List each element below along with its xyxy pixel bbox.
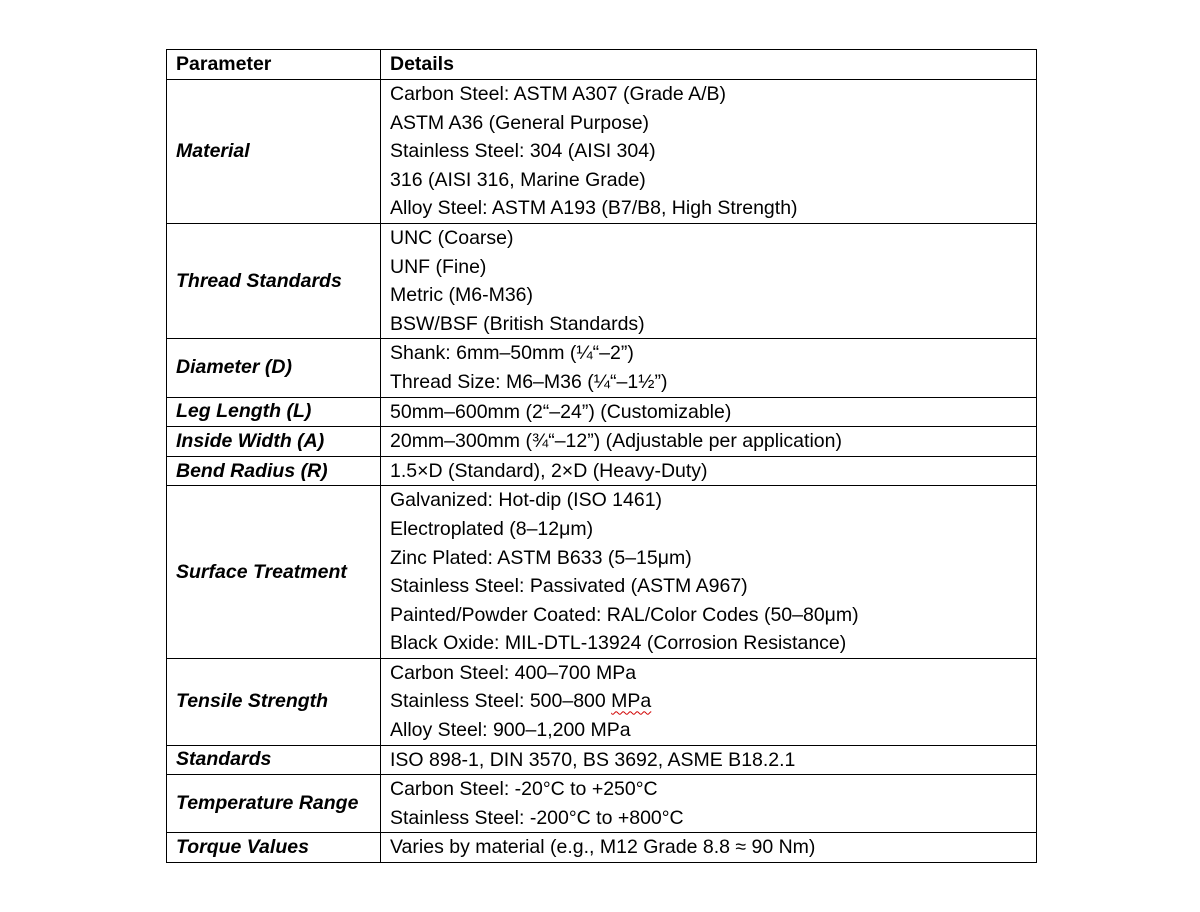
detail-line: 1.5×D (Standard), 2×D (Heavy-Duty) — [390, 459, 708, 482]
detail-line: Stainless Steel: Passivated (ASTM A967) — [390, 575, 748, 598]
table-row — [167, 833, 1037, 863]
row-parameter: Torque Values — [167, 833, 381, 863]
detail-line: Carbon Steel: 400–700 MPa — [390, 661, 637, 684]
row-parameter: Temperature Range — [167, 775, 381, 833]
spec-table — [166, 49, 1037, 863]
detail-line: 20mm–300mm (¾“–12”) (Adjustable per application) — [390, 430, 842, 453]
table-row — [167, 397, 1037, 427]
table-row — [167, 339, 1037, 397]
detail-line: UNF (Fine) — [390, 255, 487, 278]
row-parameter: Leg Length (L) — [167, 397, 381, 427]
detail-line: Metric (M6-M36) — [390, 284, 534, 307]
detail-line: Painted/Powder Coated: RAL/Color Codes (50–80μm) — [390, 603, 859, 626]
table-row — [167, 775, 1037, 833]
detail-line: Black Oxide: MIL-DTL-13924 (Corrosion Resistance) — [390, 632, 847, 655]
detail-line: 316 (AISI 316, Marine Grade) — [390, 168, 646, 191]
table-row — [167, 427, 1037, 457]
row-details — [381, 745, 1037, 775]
detail-line: Stainless Steel: 304 (AISI 304) — [390, 140, 656, 163]
detail-line: Galvanized: Hot-dip (ISO 1461) — [390, 489, 663, 512]
row-details — [381, 486, 1037, 659]
table-row — [167, 658, 1037, 745]
table-row — [167, 486, 1037, 659]
row-details — [381, 833, 1037, 863]
detail-line: Zinc Plated: ASTM B633 (5–15μm) — [390, 546, 692, 569]
detail-line: Shank: 6mm–50mm (¼“–2”) — [390, 342, 634, 365]
detail-line: ISO 898-1, DIN 3570, BS 3692, ASME B18.2.1 — [390, 748, 796, 771]
row-details — [381, 427, 1037, 457]
row-parameter: Inside Width (A) — [167, 427, 381, 457]
table-row — [167, 745, 1037, 775]
table-row — [167, 223, 1037, 338]
row-parameter: Tensile Strength — [167, 658, 381, 745]
spec-table-body — [167, 80, 1037, 863]
row-details — [381, 775, 1037, 833]
row-details — [381, 223, 1037, 338]
spellcheck-word: MPa — [611, 690, 652, 713]
row-details — [381, 456, 1037, 486]
detail-line: Alloy Steel: 900–1,200 MPa — [390, 719, 631, 742]
detail-line: ASTM A36 (General Purpose) — [390, 111, 650, 134]
row-parameter: Diameter (D) — [167, 339, 381, 397]
table-row — [167, 456, 1037, 486]
detail-line: Stainless Steel: 500–800 MPa — [390, 690, 652, 713]
row-details — [381, 339, 1037, 397]
detail-line: Varies by material (e.g., M12 Grade 8.8 ≈ 90 Nm) — [390, 836, 816, 859]
header-details: Details — [381, 50, 1037, 80]
row-details — [381, 658, 1037, 745]
detail-line: Electroplated (8–12μm) — [390, 517, 594, 540]
detail-line: BSW/BSF (British Standards) — [390, 312, 645, 335]
detail-line: UNC (Coarse) — [390, 226, 514, 249]
detail-line: Carbon Steel: -20°C to +250°C — [390, 778, 658, 801]
row-parameter: Material — [167, 80, 381, 224]
row-parameter: Thread Standards — [167, 223, 381, 338]
detail-line: Alloy Steel: ASTM A193 (B7/B8, High Strength) — [390, 197, 798, 220]
row-parameter: Bend Radius (R) — [167, 456, 381, 486]
detail-line: 50mm–600mm (2“–24”) (Customizable) — [390, 400, 732, 423]
detail-line: Carbon Steel: ASTM A307 (Grade A/B) — [390, 83, 727, 105]
row-details — [381, 397, 1037, 427]
header-row — [167, 50, 1037, 80]
detail-line: Stainless Steel: -200°C to +800°C — [390, 806, 684, 829]
row-parameter: Surface Treatment — [167, 486, 381, 659]
header-parameter: Parameter — [167, 50, 381, 80]
row-parameter: Standards — [167, 745, 381, 775]
row-details — [381, 80, 1037, 224]
detail-line: Thread Size: M6–M36 (¼“–1½”) — [390, 370, 668, 393]
table-row — [167, 80, 1037, 224]
